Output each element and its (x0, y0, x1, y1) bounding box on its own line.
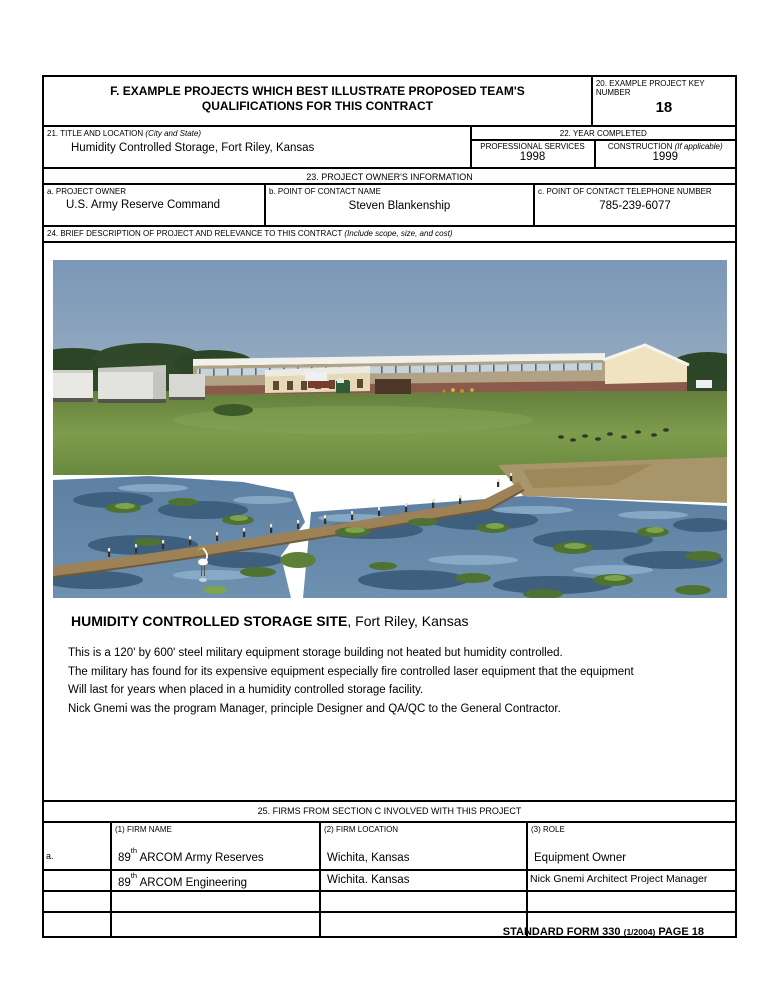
poc-name-value: Steven Blankenship (348, 200, 451, 212)
section-f-title: F. EXAMPLE PROJECTS WHICH BEST ILLUSTRATE PROPOSED TEAM'S QUALIFICATIONS FOR THIS CONTRACT (110, 84, 525, 113)
description-line: Nick Gnemi was the program Manager, principle Designer and QA/QC to the General Contractor. (68, 702, 561, 715)
firms-table (44, 823, 735, 936)
key-number-label: 20. EXAMPLE PROJECT KEY NUMBER (595, 79, 705, 97)
section-f-header-row (44, 77, 735, 127)
poc-name-label: b. POINT OF CONTACT NAME (269, 187, 382, 196)
dark-shed (375, 379, 411, 394)
firm-name-cell (110, 871, 319, 890)
owner-info-row (44, 185, 735, 227)
firm-role-value: Nick Gnemi Architect Project Manager (530, 873, 708, 885)
firms-section-label: 25. FIRMS FROM SECTION C INVOLVED WITH THIS PROJECT (44, 802, 735, 823)
poc-phone-cell (533, 185, 735, 225)
description-body (44, 260, 735, 802)
firm-name-cell (110, 823, 319, 869)
description-line: Will last for years when placed in a humidity controlled storage facility. (68, 684, 424, 696)
title-location-value: Humidity Controlled Storage, Fort Riley, Kansas (71, 142, 315, 154)
owner-info-section-label: 23. PROJECT OWNER'S INFORMATION (44, 169, 735, 185)
description-note: (Include scope, size, and cost) (344, 229, 453, 238)
year-completed-label: 22. YEAR COMPLETED (472, 127, 735, 141)
year-completed-body (472, 141, 735, 167)
sf330-form (42, 75, 737, 938)
footer-page-number: PAGE 18 (658, 926, 704, 938)
description-label: 24. BRIEF DESCRIPTION OF PROJECT AND RELEVANCE TO THIS CONTRACT (Include scope, size, and cost) (47, 229, 453, 238)
title-location-note: (City and State) (145, 129, 201, 138)
professional-services-label: PROFESSIONAL SERVICES (480, 142, 585, 151)
section-f-title-cell (44, 77, 591, 125)
firm-name-value: 89th ARCOM Engineering (118, 870, 248, 889)
firm-location-label: (2) FIRM LOCATION (324, 825, 399, 834)
firm-role-label: (3) ROLE (531, 825, 565, 834)
example-project-key-cell (591, 77, 735, 125)
title-location-label: 21. TITLE AND LOCATION (City and State) (47, 129, 201, 138)
footer-form-name: STANDARD FORM 330 (502, 926, 621, 938)
form-footer (42, 926, 737, 938)
firms-row-letter: a. (46, 851, 54, 861)
firms-empty-row (44, 892, 735, 913)
white-truck (305, 372, 327, 381)
firm-role-value: Equipment Owner (534, 852, 627, 864)
firm-name-label: (1) FIRM NAME (115, 825, 172, 834)
construction-value: 1999 (652, 151, 679, 163)
firm-location-cell (319, 823, 526, 869)
project-owner-label: a. PROJECT OWNER (47, 187, 126, 196)
description-label-row (44, 227, 735, 243)
professional-services-cell (472, 141, 594, 167)
poc-name-cell (264, 185, 533, 225)
year-completed-cell (470, 127, 735, 167)
description-line: The military has found for its expensive equipment especially fire controlled laser equipment that the equipment (68, 665, 634, 678)
firm-location-value: Wichita, Kansas (327, 852, 410, 864)
key-number-value: 18 (655, 99, 673, 116)
project-owner-cell (44, 185, 264, 225)
photo-caption-title: HUMIDITY CONTROLLED STORAGE SITE (71, 613, 348, 629)
construction-cell (594, 141, 735, 167)
construction-label: CONSTRUCTION (If applicable) (607, 142, 723, 151)
project-description (68, 644, 735, 718)
professional-services-value: 1998 (519, 151, 546, 163)
firm-location-value: Wichita. Kansas (327, 874, 410, 886)
poc-phone-value: 785-239-6077 (599, 200, 671, 212)
white-vehicle (696, 380, 712, 388)
photo-caption (71, 613, 735, 629)
firms-row-a (44, 823, 735, 871)
title-year-row (44, 127, 735, 169)
description-line: This is a 120' by 600' steel military equipment storage building not heated but humidity controlled. (68, 647, 563, 659)
firms-row-b (44, 871, 735, 892)
title-location-cell (44, 127, 470, 167)
firm-location-cell (319, 871, 526, 890)
photo-caption-location: , Fort Riley, Kansas (347, 613, 469, 629)
footer-revision: (1/2004) (623, 927, 656, 937)
firm-role-cell (526, 823, 735, 869)
construction-note: (If applicable) (674, 142, 723, 151)
firm-name-value: 89th ARCOM Army Reserves (118, 845, 264, 864)
project-owner-value: U.S. Army Reserve Command (66, 199, 221, 211)
firm-role-cell (526, 871, 735, 890)
poc-phone-label: c. POINT OF CONTACT TELEPHONE NUMBER (538, 187, 712, 196)
project-site-photo (53, 260, 727, 598)
